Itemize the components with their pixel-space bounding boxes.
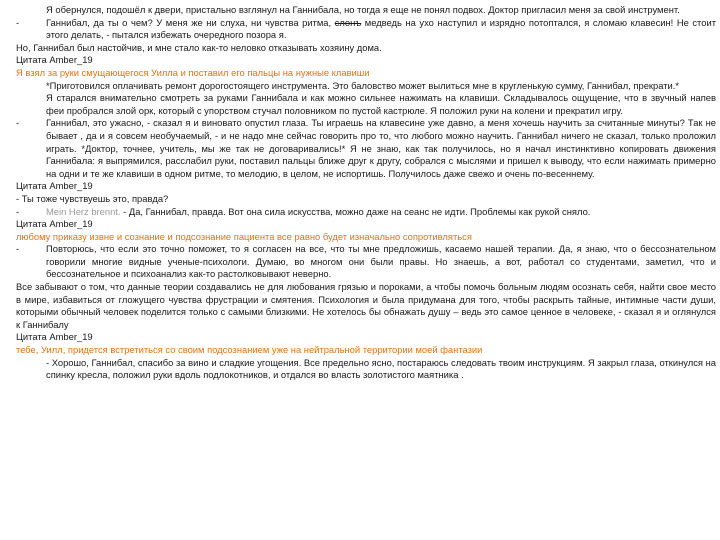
paragraph-5 — [16, 92, 716, 117]
paragraph-6-text: Ганнибал, это ужасно, - сказал я и виновато опустил глаза. Ты играешь на клавесине уже давно, а меня хочешь научить за считанные минуты? Так не бывает , да и я совсем необучаемый, - и не надо мне сейчас говорить про то, что любого можно научить. Ганнибал ничего не сказал, только проложил играть. *Доктор, точнее, учитель, мы же так не договаривались!* Я не знаю, как так получилось, но я начал инстинктивно копировать движения Ганнибала: я выпрямился, расслабил руки, поставил пальцы ближе друг к другу, собрался с мыслями и пришел к выводу, что если нажимать примерно на одни и те же клавиши в одном ритме, то мелодию, в целом, не испортишь. Получилось даже свежо и очень по-весеннему. — [46, 117, 716, 179]
quote-text-4: тебе, Уилл, придется встретиться со своим подсознанием уже на нейтральной территории моей фантазии — [16, 344, 483, 356]
quote-header-2: Цитата Amber_19 — [16, 180, 93, 192]
dialogue-dash: - — [16, 205, 20, 217]
paragraph-6 — [16, 117, 716, 180]
paragraph-4 — [16, 80, 716, 93]
quote-text-1: Я взял за руки смущающегося Уилла и поставил его пальцы на нужные клавиши — [16, 66, 370, 78]
paragraph-7: - Ты тоже чувствуешь это, правда? — [16, 192, 169, 204]
quote-header-4: Цитата Amber_19 — [16, 331, 93, 343]
paragraph-9-text: Повторюсь, что если это точно поможет, то я согласен на все, что ты мне предложишь, касаемо нашей терапии. Да, я знаю, что о бессознательном говорили многие видные ученые-психологи. Думаю, во многом они были правы. Но знаешь, а вот, работал со студентами, заметил, что и бессознательное и психоанализ как-то растолковывают неверно. — [46, 243, 716, 280]
quote-text-3: любому приказу извне и сознание и подсознание пациента все равно будет изначально сопротивляться — [16, 230, 472, 242]
paragraph-4-text: *Приготовился оплачивать ремонт дорогостоящего инструмента. Это баловство может вылиться мне в кругленькую сумму, Ганнибал, прекрати.* — [46, 79, 680, 91]
paragraph-2-text-start: Ганнибал, да ты о чем? У меня же ни слуха, ни чувства ритма, — [46, 16, 335, 28]
paragraph-10: Все забывают о том, что данные теории создавались не для любования грязью и пороками, а чтобы помочь больным людям осознать себя, найти свое место в мире, избавиться от гложущего чувства фрустрации и смятения. Психология и была придумана для того, чтобы раскрыть тайные, интимные части души, которыми обычный человек поделится только с самыми близкими. Не хотелось бы обнажать душу – ведь это самое ценное в человеке, - сказал я и оглянулся к Ганнибалу — [16, 281, 716, 330]
quote-header-1: Цитата Amber_19 — [16, 54, 93, 66]
paragraph-5-text: Я старался внимательно смотреть за руками Ганнибала и как можно сильнее нажимать на клавиши. Складывалось ощущение, что в звучный напев феи пробрался злой орк, который с упорством стучал половником по пустой кастрюле. Я положил руки на колени и прекратил игру. — [46, 92, 716, 116]
paragraph-1-text: Я обернулся, подошёл к двери, пристально взглянул на Ганнибала, но тогда я еще не понял подвох. Доктор пригласил меня за свой инструмент. — [46, 4, 680, 15]
strikethrough-word: слонъ — [334, 16, 362, 28]
paragraph-2-text-end: медведь на ухо наступил и изрядно потоптался, я сломаю клавесин! Не стоит этого делать, - пытался избежать очередного позора я. — [46, 16, 716, 41]
paragraph-1 — [16, 4, 716, 17]
paragraph-8 — [16, 206, 716, 219]
paragraph-8-text: - Да, Ганнибал, правда. Вот она сила искусства, можно даже на сеанс не идти. Проблемы как рукой сняло. — [120, 205, 591, 217]
paragraph-9 — [16, 243, 716, 281]
paragraph-11-text: - Хорошо, Ганнибал, спасибо за вино и сладкие угощения. Все предельно ясно, постараюсь следовать твоим инструкциям. Я закрыл глаза, откинулся на спинку кресла, положил руки вдоль подлокотников, и отдался во власть золотистого маятника . — [46, 356, 716, 381]
paragraph-2 — [16, 17, 716, 42]
muted-quote-text: Mein Herz brennt. — [46, 205, 121, 217]
dialogue-dash: - — [16, 117, 20, 129]
dialogue-dash: - — [16, 243, 20, 255]
paragraph-11 — [16, 357, 716, 382]
quote-header-3: Цитата Amber_19 — [16, 218, 93, 230]
dialogue-dash: - — [16, 16, 20, 28]
paragraph-3: Но, Ганнибал был настойчив, и мне стало как-то неловко отказывать хозяину дома. — [16, 41, 382, 53]
